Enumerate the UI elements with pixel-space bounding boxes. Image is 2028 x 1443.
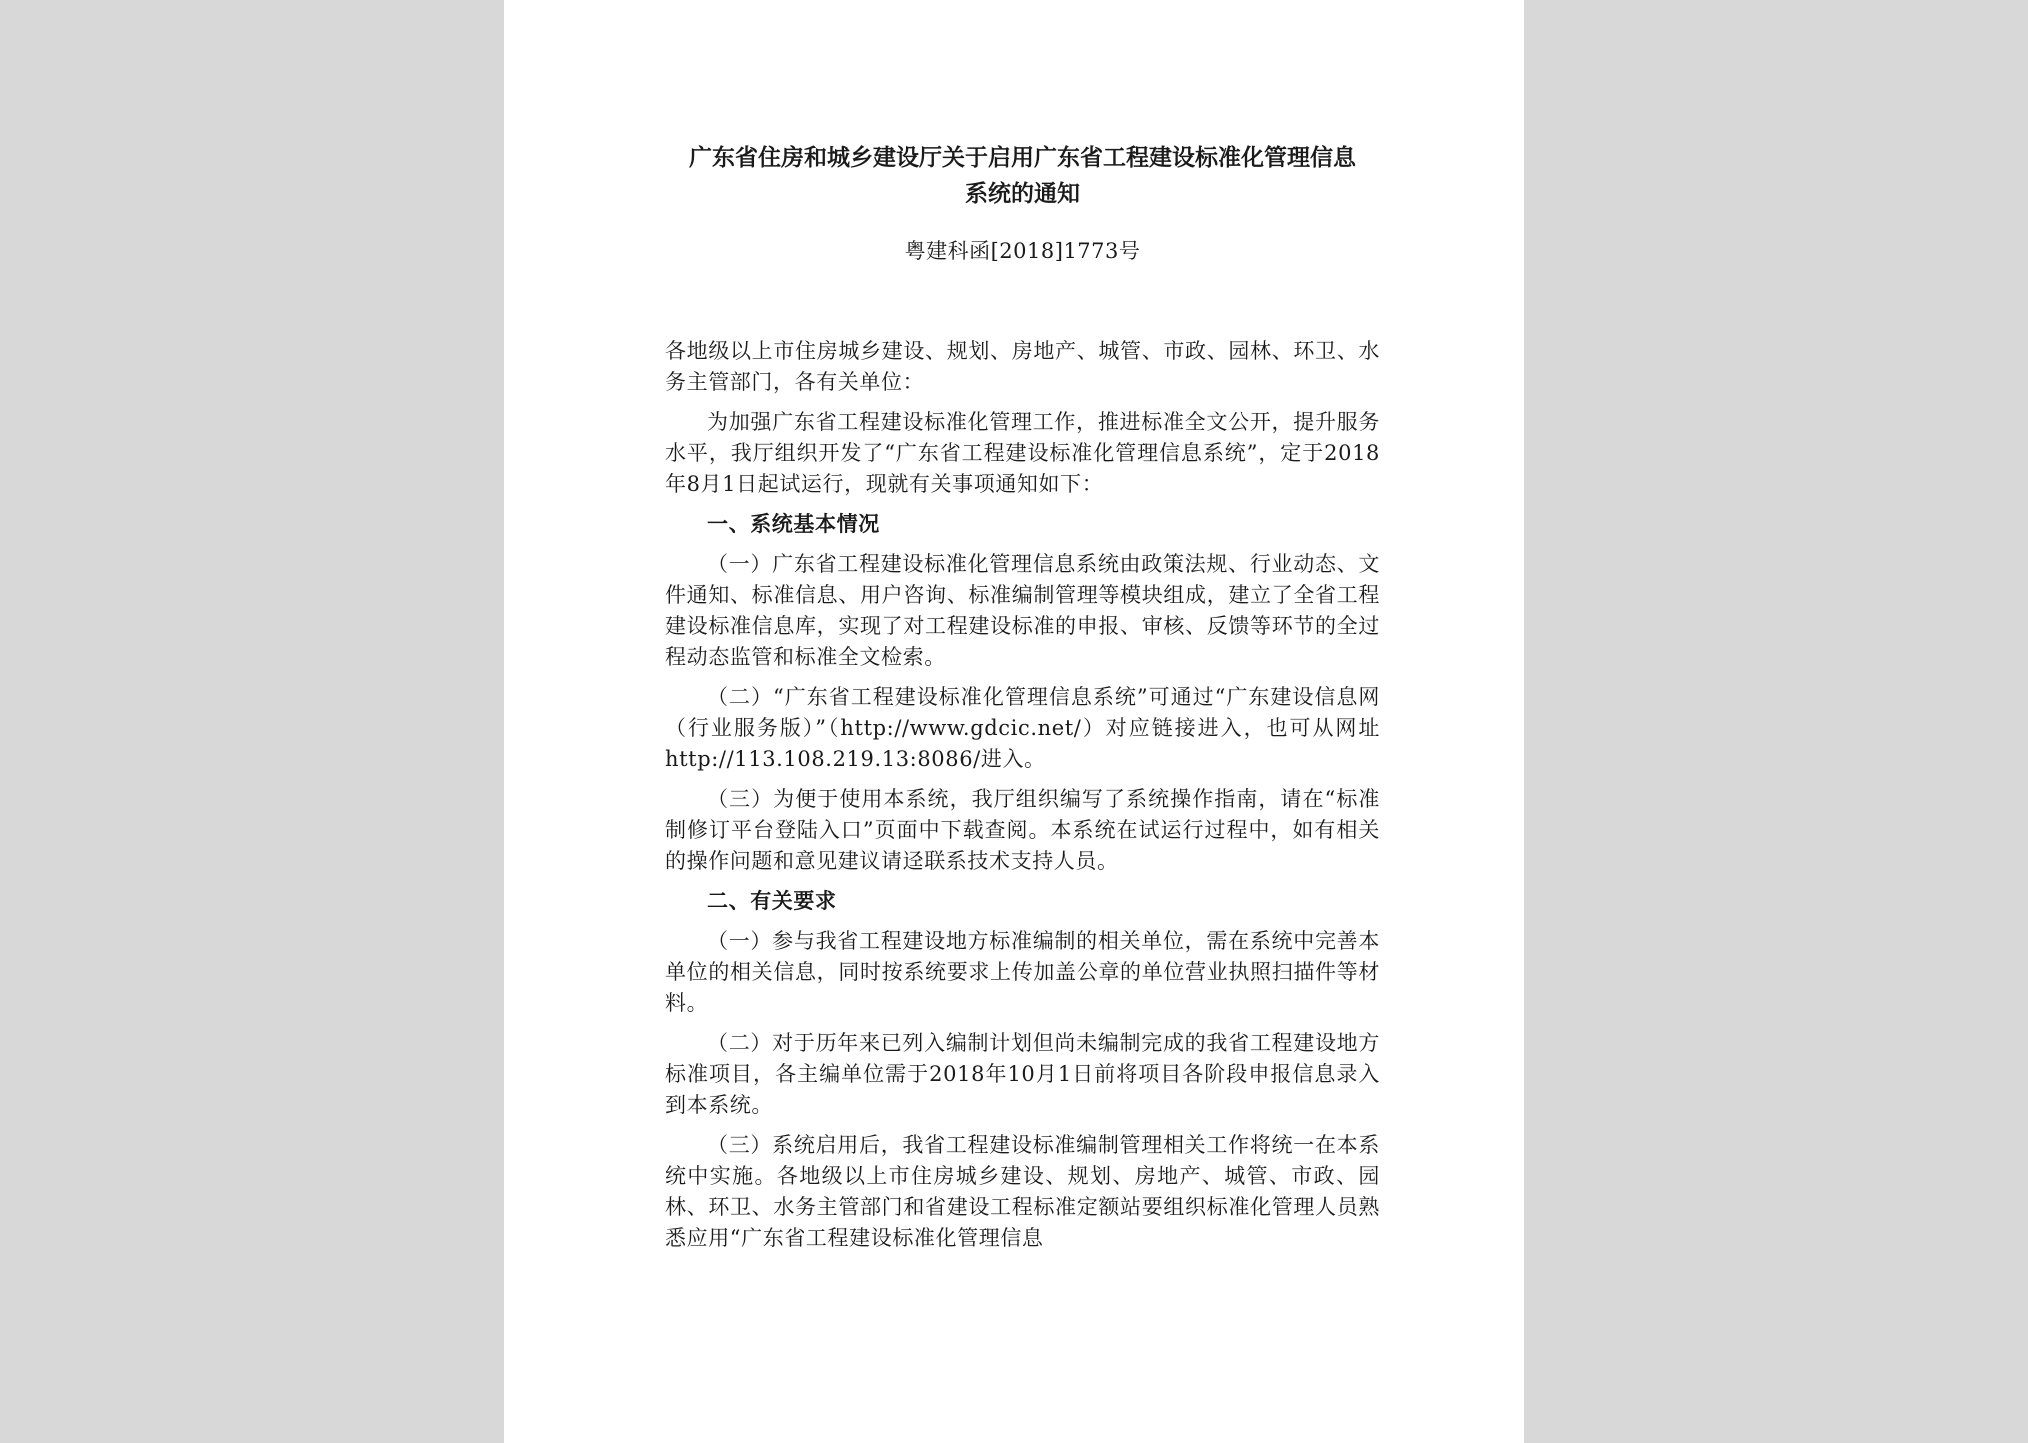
section-2-item-3: （三）系统启用后，我省工程建设标准编制管理相关工作将统一在本系统中实施。各地级以上市住房城乡建设、规划、房地产、城管、市政、园林、环卫、水务主管部门和省建设工程标准定额站要组织标准化管理人员熟悉应用“广东省工程建设标准化管理信息 [665,1133,1380,1250]
title-line-1: 广东省住房和城乡建设厅关于启用广东省工程建设标准化管理信息 [689,145,1356,171]
document-page [504,0,1524,1443]
intro-paragraph: 为加强广东省工程建设标准化管理工作，推进标准全文公开，提升服务水平，我厅组织开发了“广东省工程建设标准化管理信息系统”，定于2018年8月1日起试运行，现就有关事项通知如下： [665,410,1380,496]
section-1-item-3: （三）为便于使用本系统，我厅组织编写了系统操作指南，请在“标准制修订平台登陆入口”页面中下载查阅。本系统在试运行过程中，如有相关的操作问题和意见建议请迳联系技术支持人员。 [665,787,1380,873]
title-line-2: 系统的通知 [965,181,1080,207]
document-body [665,336,1380,1254]
salutation: 各地级以上市住房城乡建设、规划、房地产、城管、市政、园林、环卫、水务主管部门，各有关单位： [665,339,1380,394]
document-number: 粤建科函[2018]1773号 [904,239,1141,263]
section-2-item-1: （一）参与我省工程建设地方标准编制的相关单位，需在系统中完善本单位的相关信息，同时按系统要求上传加盖公章的单位营业执照扫描件等材料。 [665,929,1380,1015]
document-title [665,140,1380,212]
document-content [665,140,1380,1263]
section-2-heading: 二、有关要求 [707,889,837,913]
section-1-item-2: （二）“广东省工程建设标准化管理信息系统”可通过“广东建设信息网（行业服务版）”（http://www.gdcic.net/）对应链接进入，也可从网址http://113.108.219.13:8086/进入。 [665,685,1380,771]
section-1-item-1: （一）广东省工程建设标准化管理信息系统由政策法规、行业动态、文件通知、标准信息、用户咨询、标准编制管理等模块组成，建立了全省工程建设标准信息库，实现了对工程建设标准的申报、审核、反馈等环节的全过程动态监管和标准全文检索。 [665,552,1380,669]
section-2-item-2: （二）对于历年来已列入编制计划但尚未编制完成的我省工程建设地方标准项目，各主编单位需于2018年10月1日前将项目各阶段申报信息录入到本系统。 [665,1031,1380,1117]
section-1-heading: 一、系统基本情况 [707,512,880,536]
